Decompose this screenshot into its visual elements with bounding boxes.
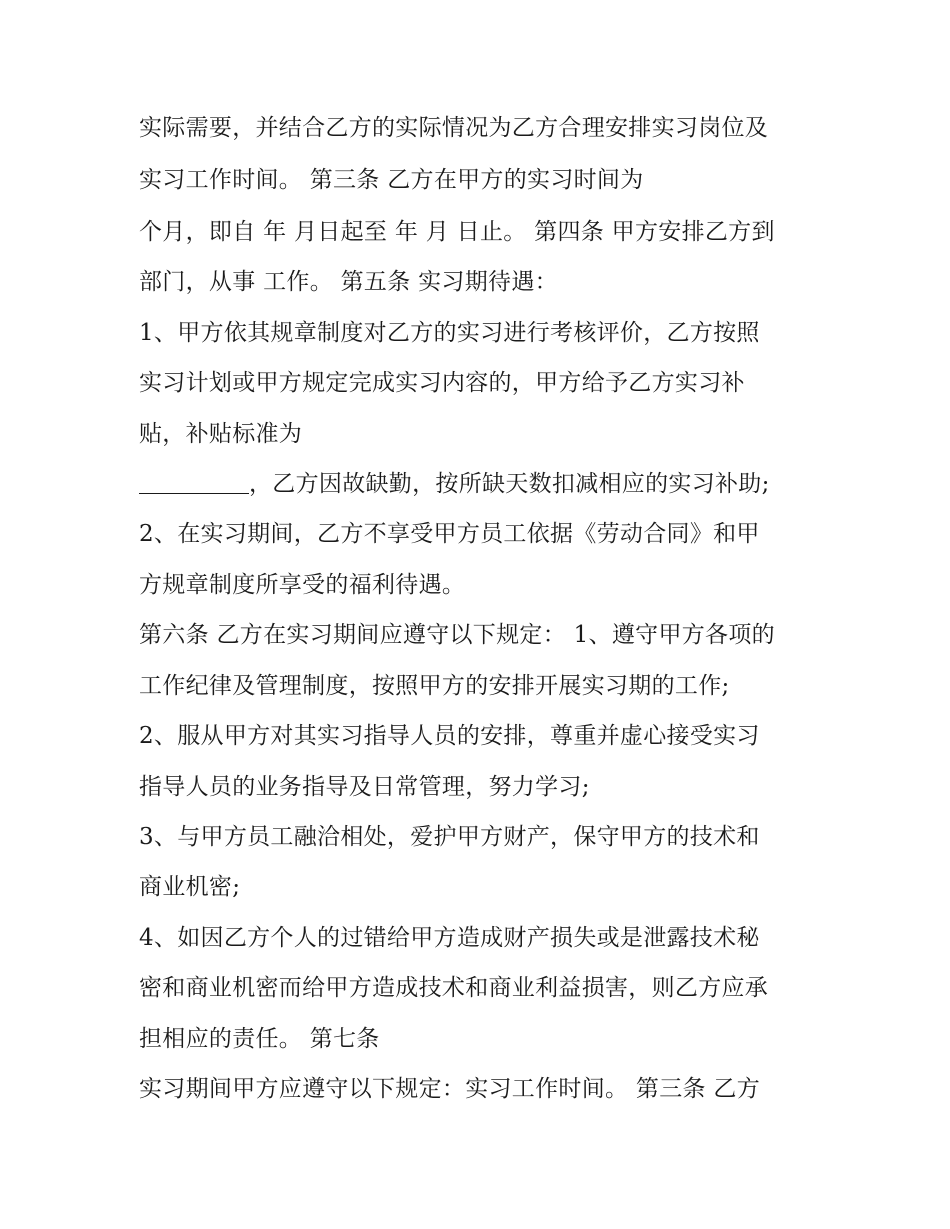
- text-line: 实习期间甲方应遵守以下规定：实习工作时间。 第三条 乙方: [139, 1076, 761, 1102]
- text-line: 密和商业机密而给甲方造成技术和商业利益损害，则乙方应承: [139, 975, 769, 1001]
- text-line-with-blank: [139, 464, 839, 504]
- text-line: 2、在实习期间，乙方不享受甲方员工依据《劳动合同》和甲: [139, 521, 760, 547]
- text-line: 实习计划或甲方规定完成实习内容的，甲方给予乙方实习补: [139, 370, 745, 396]
- text-line: 工作纪律及管理制度，按照甲方的安排开展实习期的工作;: [139, 673, 730, 699]
- text-line: 贴，补贴标准为: [139, 421, 303, 447]
- text-line: 2、服从甲方对其实习指导人员的安排，尊重并虚心接受实习: [139, 723, 760, 749]
- text-line: 实际需要，并结合乙方的实际情况为乙方合理安排实习岗位及: [139, 115, 769, 141]
- text-line: 个月，即自 年 月日起至 年 月 日止。 第四条 甲方安排乙方到: [139, 219, 775, 245]
- text-line: 实习工作时间。 第三条 乙方在甲方的实习时间为: [139, 167, 644, 193]
- text-line: 部门，从事 工作。 第五条 实习期待遇：: [139, 269, 558, 295]
- text-line: 指导人员的业务指导及日常管理，努力学习;: [139, 774, 590, 800]
- fill-in-blank: [139, 469, 249, 494]
- text-line: 3、与甲方员工融洽相处，爱护甲方财产，保守甲方的技术和: [139, 824, 760, 850]
- text-line: 担相应的责任。 第七条: [139, 1026, 380, 1052]
- text-line: 1、甲方依其规章制度对乙方的实习进行考核评价，乙方按照: [139, 320, 760, 346]
- text-line: 方规章制度所享受的福利待遇。: [139, 572, 466, 598]
- text-line: 4、如因乙方个人的过错给甲方造成财产损失或是泄露技术秘: [139, 925, 760, 951]
- text-line: 商业机密;: [139, 874, 241, 900]
- text-line: ，乙方因故缺勤，按所缺天数扣减相应的实习补助;: [249, 471, 770, 497]
- text-line: 第六条 乙方在实习期间应遵守以下规定： 1、遵守甲方各项的: [139, 622, 775, 648]
